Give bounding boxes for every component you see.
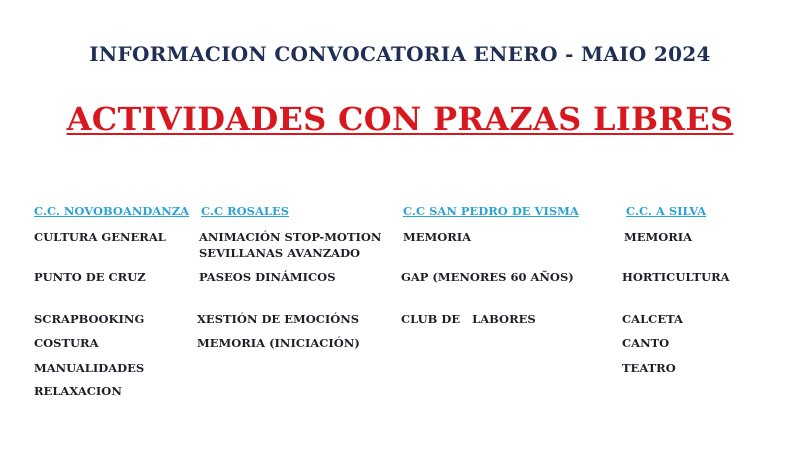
document-subtitle: INFORMACION CONVOCATORIA ENERO - MAIO 2024 <box>89 42 711 66</box>
column-header-rosales: C.C ROSALES <box>201 204 290 218</box>
list-item: MANUALIDADES <box>34 361 145 375</box>
list-item: COSTURA <box>34 336 99 350</box>
list-item: ANIMACIÓN STOP-MOTION <box>199 230 382 244</box>
list-item: CALCETA <box>622 312 683 326</box>
list-item: XESTIÓN DE EMOCIÓNS <box>197 312 360 326</box>
list-item: CANTO <box>622 336 670 350</box>
column-header-a-silva: C.C. A SILVA <box>626 204 707 218</box>
column-a-silva <box>626 204 706 218</box>
column-header-novoboandanza: C.C. NOVOBOANDANZA <box>34 204 190 218</box>
list-item: GAP (MENORES 60 AÑOS) <box>401 270 574 284</box>
column-novoboandanza <box>34 204 189 218</box>
column-san-pedro-de-visma <box>403 204 579 218</box>
list-item: TEATRO <box>622 361 676 375</box>
list-item: SEVILLANAS AVANZADO <box>199 246 361 260</box>
list-item: RELAXACION <box>34 384 122 398</box>
list-item: HORTICULTURA <box>622 270 730 284</box>
list-item: CLUB DE LABORES <box>401 312 536 326</box>
list-item: MEMORIA <box>624 230 693 244</box>
list-item: MEMORIA (INICIACIÓN) <box>197 336 360 350</box>
list-item: MEMORIA <box>403 230 472 244</box>
list-item: SCRAPBOOKING <box>34 312 145 326</box>
list-item: PASEOS DINÁMICOS <box>199 270 336 284</box>
document-title: ACTIVIDADES CON PRAZAS LIBRES <box>66 100 734 138</box>
list-item: CULTURA GENERAL <box>34 230 166 244</box>
column-rosales <box>201 204 289 218</box>
list-item: PUNTO DE CRUZ <box>34 270 146 284</box>
column-header-san-pedro-de-visma: C.C SAN PEDRO DE VISMA <box>403 204 579 218</box>
